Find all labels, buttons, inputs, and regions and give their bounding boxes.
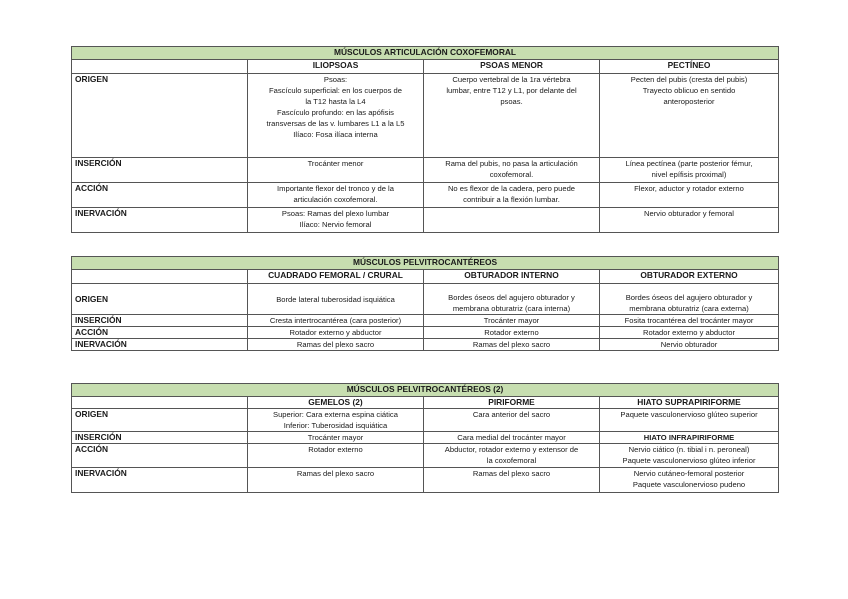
table-cell: [424, 208, 600, 233]
column-header: PIRIFORME: [424, 397, 600, 409]
table-cell: Rotador externo y abductor: [600, 327, 779, 339]
row-header: ORIGEN: [72, 409, 248, 432]
table-pelvitrocantereos: [71, 256, 779, 351]
column-header: PECTÍNEO: [600, 60, 779, 74]
column-header: OBTURADOR INTERNO: [424, 270, 600, 284]
table-cell: Paquete vasculonervioso glúteo superior: [600, 409, 779, 432]
table-cell: Ramas del plexo sacro: [248, 468, 424, 493]
table-pelvitrocantereos-2: [71, 383, 779, 493]
row-header: INERVACIÓN: [72, 339, 248, 351]
table-title: MÚSCULOS PELVITROCANTÉREOS: [72, 257, 779, 270]
row-header: INERVACIÓN: [72, 468, 248, 493]
table-cell: Flexor, aductor y rotador externo: [600, 183, 779, 208]
column-header: CUADRADO FEMORAL / CRURAL: [248, 270, 424, 284]
table-cell: No es flexor de la cadera, pero puede contribuir a la flexión lumbar.: [424, 183, 600, 208]
table-cell: Psoas: Fascículo superficial: en los cuerpos de la T12 hasta la L4 Fascículo profundo: en las apófisis transversas de las v. lumbares L1 a la L5 Ilíaco: Fosa ilíaca interna: [248, 74, 424, 158]
row-header: ACCIÓN: [72, 444, 248, 468]
table-cell: Bordes óseos del agujero obturador y membrana obturatriz (cara externa): [600, 284, 779, 315]
table-cell: Rotador externo y abductor: [248, 327, 424, 339]
table-cell: Ramas del plexo sacro: [424, 468, 600, 493]
column-header: [72, 270, 248, 284]
row-header: INSERCIÓN: [72, 315, 248, 327]
table-cell: Cresta intertrocantérea (cara posterior): [248, 315, 424, 327]
table-cell: Trocánter mayor: [424, 315, 600, 327]
row-header: INERVACIÓN: [72, 208, 248, 233]
table-title: MÚSCULOS PELVITROCANTÉREOS (2): [72, 384, 779, 397]
table-cell: Pecten del pubis (cresta del pubis) Trayecto oblicuo en sentido anteroposterior: [600, 74, 779, 158]
table-cell: Ramas del plexo sacro: [248, 339, 424, 351]
row-header: ACCIÓN: [72, 327, 248, 339]
table-cell: Abductor, rotador externo y extensor de la coxofemoral: [424, 444, 600, 468]
table-cell: Fosita trocantérea del trocánter mayor: [600, 315, 779, 327]
table-cell: Borde lateral tuberosidad isquiática: [248, 284, 424, 315]
row-header: INSERCIÓN: [72, 432, 248, 444]
column-header: [72, 397, 248, 409]
column-header: PSOAS MENOR: [424, 60, 600, 74]
table-cell: Superior: Cara externa espina ciática Inferior: Tuberosidad isquiática: [248, 409, 424, 432]
table-cell: Rotador externo: [248, 444, 424, 468]
table-cell: HIATO INFRAPIRIFORME: [600, 432, 779, 444]
table-cell: Ramas del plexo sacro: [424, 339, 600, 351]
row-header: ORIGEN: [72, 284, 248, 315]
column-header: OBTURADOR EXTERNO: [600, 270, 779, 284]
column-header: ILIOPSOAS: [248, 60, 424, 74]
table-cell: Nervio obturador y femoral: [600, 208, 779, 233]
table-cell: Trocánter menor: [248, 158, 424, 183]
table-cell: Psoas: Ramas del plexo lumbar Ilíaco: Nervio femoral: [248, 208, 424, 233]
table-cell: Línea pectínea (parte posterior fémur, nivel epífisis proximal): [600, 158, 779, 183]
column-header: GEMELOS (2): [248, 397, 424, 409]
table-title: MÚSCULOS ARTICULACIÓN COXOFEMORAL: [72, 47, 779, 60]
table-cell: Cara medial del trocánter mayor: [424, 432, 600, 444]
table-cell: Importante flexor del tronco y de la articulación coxofemoral.: [248, 183, 424, 208]
table-cell: Rama del pubis, no pasa la articulación coxofemoral.: [424, 158, 600, 183]
column-header: [72, 60, 248, 74]
table-cell: Nervio ciático (n. tibial i n. peroneal) Paquete vasculonervioso glúteo inferior: [600, 444, 779, 468]
row-header: ACCIÓN: [72, 183, 248, 208]
row-header: ORIGEN: [72, 74, 248, 158]
table-cell: Bordes óseos del agujero obturador y membrana obturatriz (cara interna): [424, 284, 600, 315]
table-cell: Cara anterior del sacro: [424, 409, 600, 432]
table-coxofemoral: [71, 46, 779, 233]
table-cell: Nervio cutáneo-femoral posterior Paquete vasculonervioso pudeno: [600, 468, 779, 493]
table-cell: Rotador externo: [424, 327, 600, 339]
row-header: INSERCIÓN: [72, 158, 248, 183]
column-header: HIATO SUPRAPIRIFORME: [600, 397, 779, 409]
table-cell: Trocánter mayor: [248, 432, 424, 444]
table-cell: Cuerpo vertebral de la 1ra vértebra lumbar, entre T12 y L1, por delante del psoas.: [424, 74, 600, 158]
table-cell: Nervio obturador: [600, 339, 779, 351]
